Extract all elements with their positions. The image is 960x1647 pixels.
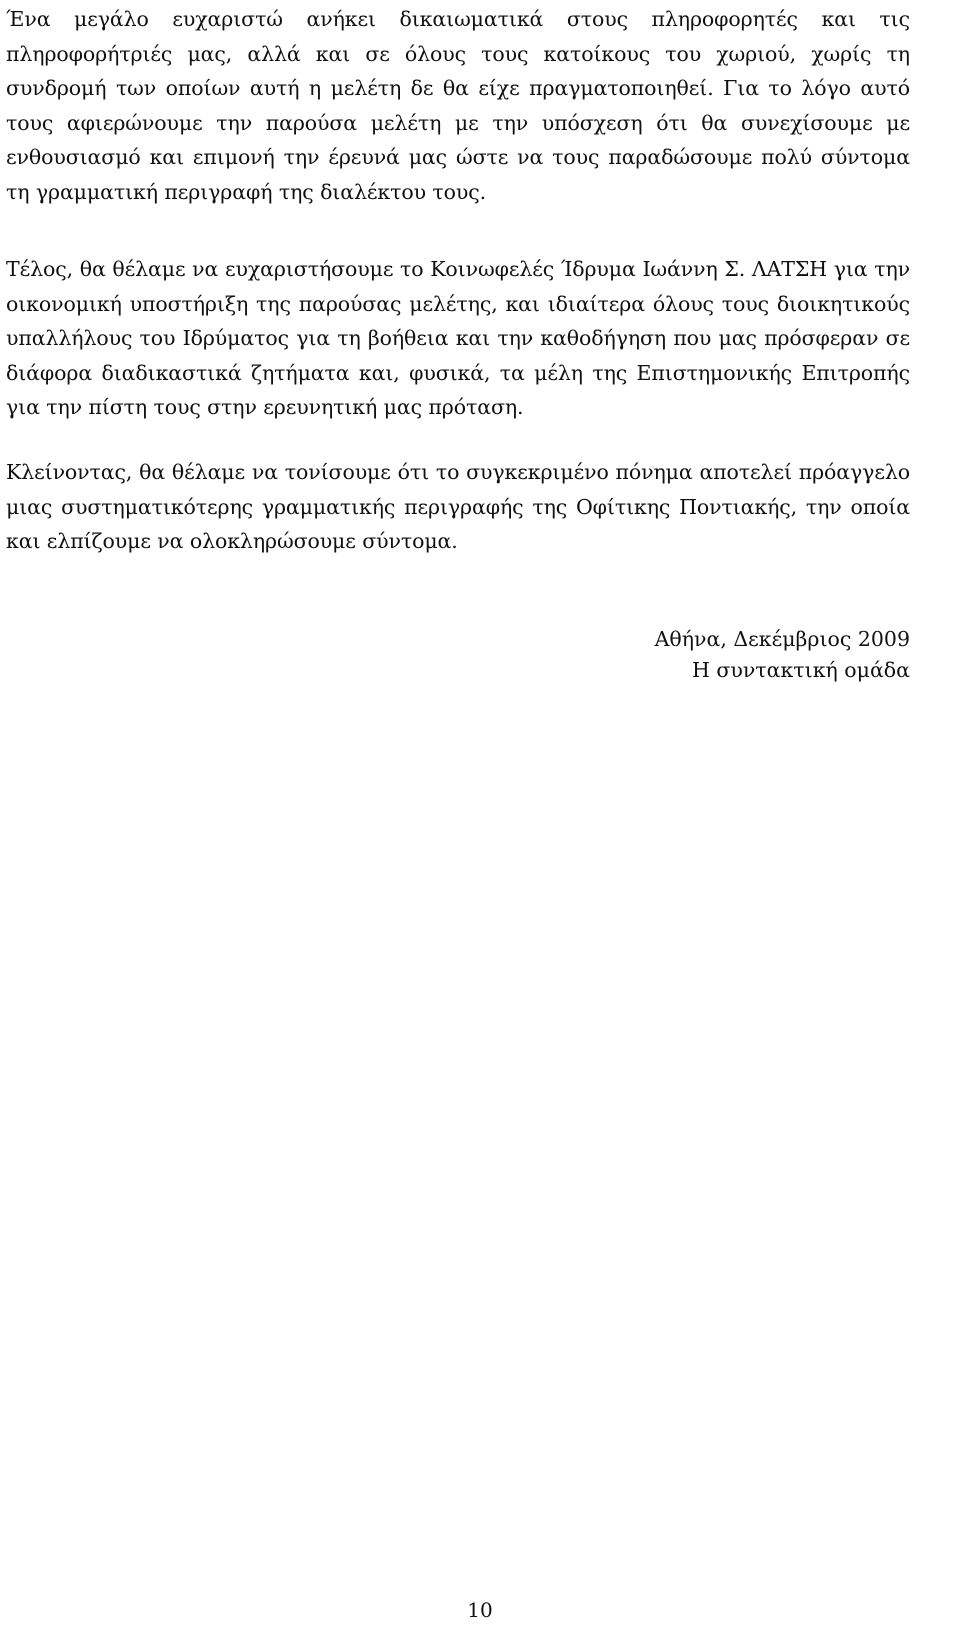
paragraph-acknowledgement-foundation: Τέλος, θα θέλαμε να ευχαριστήσουμε το Κοινωφελές Ίδρυμα Ιωάννη Σ. ΛΑΤΣΗ για την οικονομική υποστήριξη της παρούσας μελέτης, και ιδιαίτερα όλους τους διοικητικούς υπαλλήλους του Ιδρύματος για τη βοήθεια και την καθοδήγηση που μας πρόσφεραν σε διάφορα διαδικαστικά ζητήματα και, φυσικά, τα μέλη της Επιστημονικής Επιτροπής για την πίστη τους στην ερευνητική μας πρόταση. (6, 257, 910, 419)
signature-place-date: Αθήνα, Δεκέμβριος 2009 (654, 627, 910, 651)
paragraph-acknowledgement-informants: Ένα μεγάλο ευχαριστώ ανήκει δικαιωματικά στους πληροφορητές και τις πληροφορήτριές μας, αλλά και σε όλους τους κατοίκους του χωριού, χωρίς τη συνδρομή των οποίων αυτή η μελέτη δε θα είχε πραγματοποιηθεί. Για το λόγο αυτό τους αφιερώνουμε την παρούσα μελέτη με την υπόσχεση ότι θα συνεχίσουμε με ενθουσιασμό και επιμονή την έρευνά μας ώστε να τους παραδώσουμε πολύ σύντομα τη γραμματική περιγραφή της διαλέκτου τους. (6, 7, 910, 204)
page-number: 10 (467, 1598, 493, 1622)
signature-author: Η συντακτική ομάδα (692, 658, 910, 682)
paragraph-closing: Κλείνοντας, θα θέλαμε να τονίσουμε ότι το συγκεκριμένο πόνημα αποτελεί πρόαγγελο μιας συστηματικότερης γραμματικής περιγραφής της Οφίτικης Ποντιακής, την οποία και ελπίζουμε να ολοκληρώσουμε σύντομα. (6, 460, 910, 553)
signature-block (655, 624, 910, 686)
